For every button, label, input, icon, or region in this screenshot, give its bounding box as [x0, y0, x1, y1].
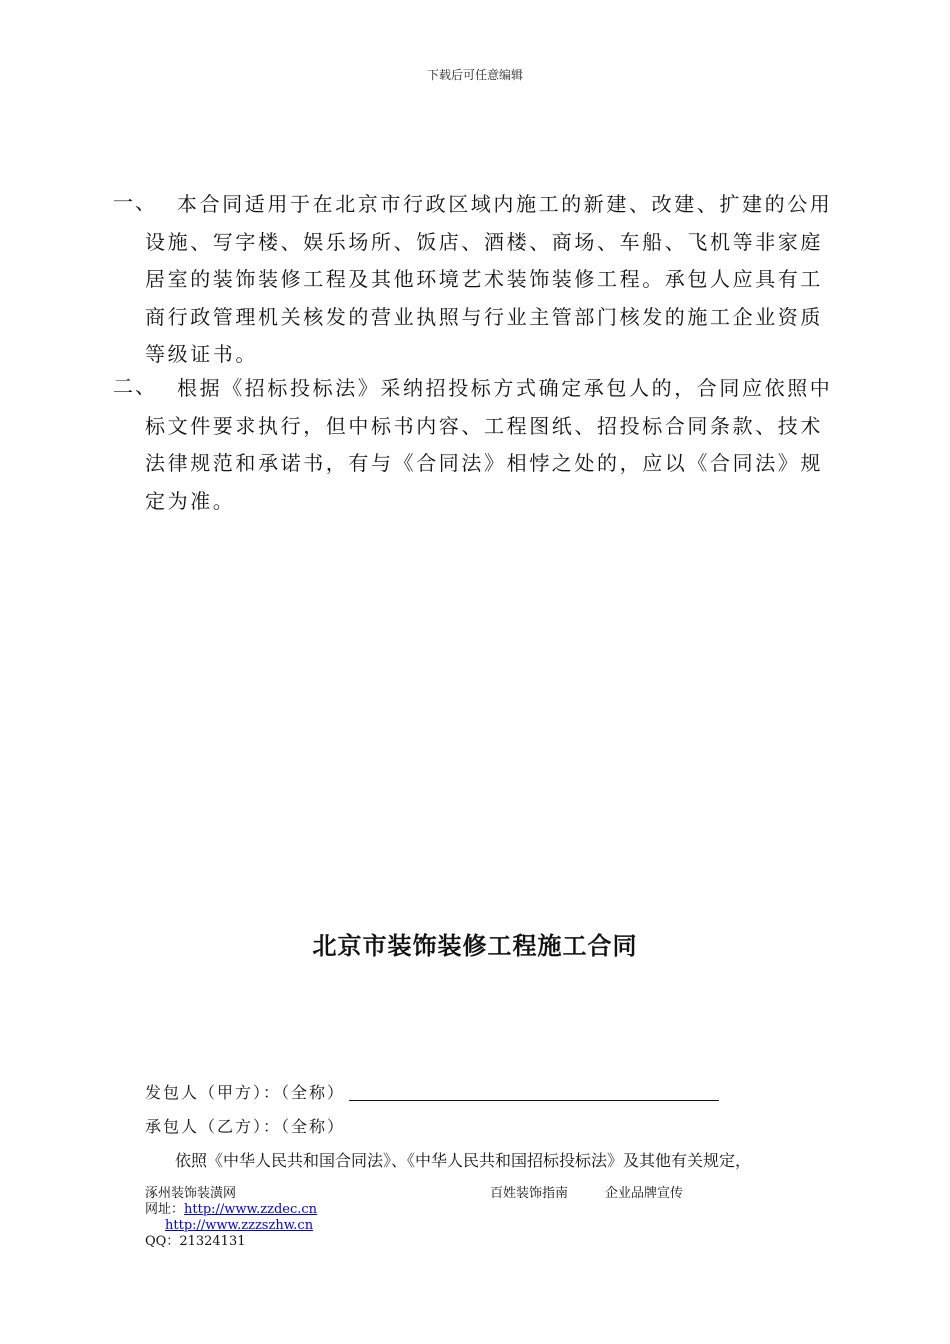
party-b-line — [145, 1114, 345, 1137]
party-b-label: 承包人（乙方）：（全称） — [145, 1117, 346, 1136]
party-a-label: 发包人（甲方）：（全称） — [145, 1083, 346, 1102]
clause-text: 本合同适用于在北京市行政区域内施工的新建、改建、扩建的公用设施、写字楼、娱乐场所、饭店、酒楼、商场、车船、飞机等非家庭居室的装饰装修工程及其他环境艺术装饰装修工程。承包人应具有工商行政管理机关核发的营业执照与行业主管部门核发的施工企业资质等级证书。 — [145, 192, 833, 366]
footer-brand: 涿州装饰装潢网 — [145, 1186, 237, 1201]
footer-guide: 百姓装饰指南 — [490, 1186, 569, 1201]
contract-title: 北京市装饰装修工程施工合同 — [312, 932, 638, 960]
clause-text: 根据《招标投标法》采纳招投标方式确定承包人的，合同应依照中标文件要求执行，但中标书内容、工程图纸、招投标合同条款、技术法律规范和承诺书，有与《合同法》相悖之处的，应以《合同法》规定为准。 — [145, 376, 833, 513]
party-a-line — [145, 1080, 719, 1103]
footer-url-line-2 — [165, 1218, 313, 1234]
party-a-blank[interactable] — [349, 1084, 719, 1101]
clause-number: 一、 — [113, 190, 157, 214]
header-note: 下载后可任意编辑 — [426, 68, 523, 82]
clause-number: 二、 — [113, 374, 157, 398]
footer-url-line — [145, 1202, 317, 1218]
footer-url-label: 网址： — [145, 1202, 185, 1217]
clause-2 — [113, 370, 833, 520]
contract-basis: 依照《中华人民共和国合同法》、《中华人民共和国招标投标法》及其他有关规定， — [175, 1151, 752, 1170]
clause-1 — [113, 186, 833, 374]
footer-link-zzzszhw[interactable]: http://www.zzzszhw.cn — [165, 1218, 314, 1233]
footer-link-zzdec[interactable]: http://www.zzdec.cn — [184, 1202, 318, 1217]
footer-promo: 企业品牌宣传 — [605, 1186, 684, 1201]
footer-qq: QQ：21324131 — [145, 1234, 246, 1249]
